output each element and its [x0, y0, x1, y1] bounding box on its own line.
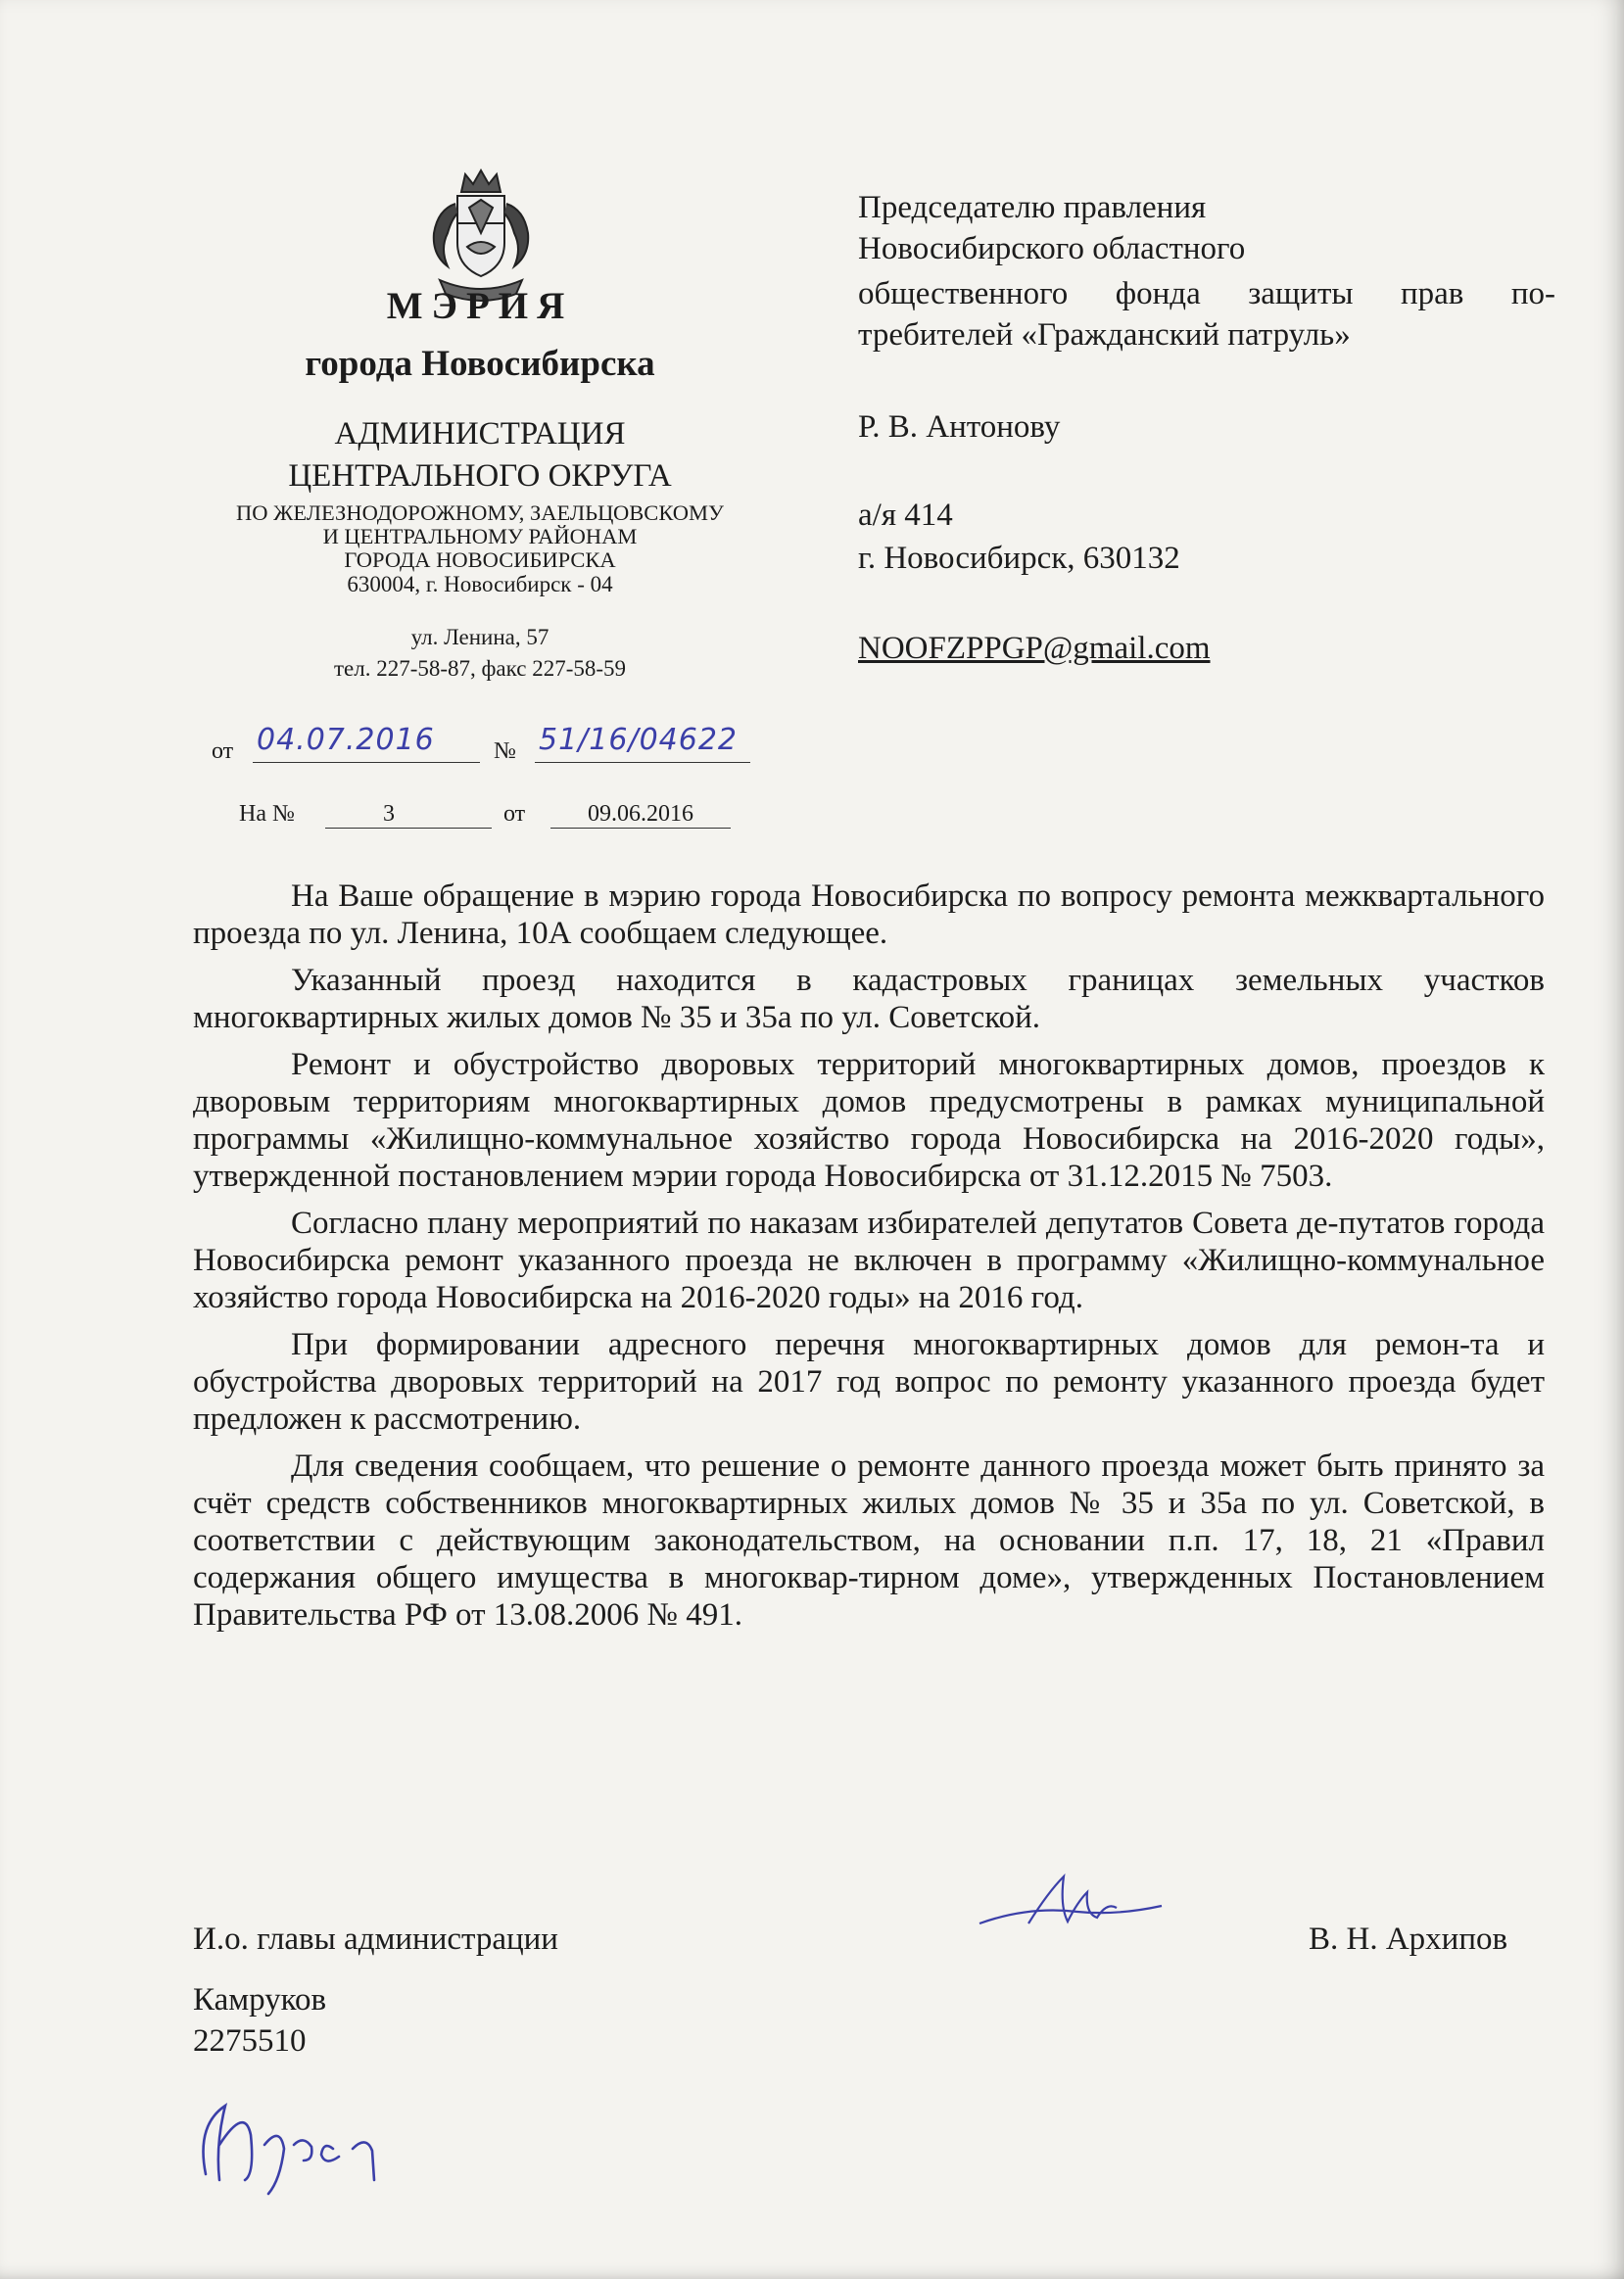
body-paragraph-4: Согласно плану мероприятий по наказам избирателей депутатов Совета де-путатов города Новосибирска ремонт указанного проезда не включен в программу «Жилищно-коммунальное хозяйство города Новосибирска на 2016-2020 годы» на 2016 год.: [193, 1206, 1545, 1315]
district-line-2: И ЦЕНТРАЛЬНОМУ РАЙОНАМ: [322, 524, 638, 548]
ref-number: 3: [325, 801, 492, 829]
body-paragraph-5: При формировании адресного перечня многоквартирных домов для ремон-та и обустройства дворовых территорий на 2017 год вопрос по ремонту указанного проезда будет предложен к рассмотрению.: [193, 1327, 1545, 1437]
number-underline: [535, 762, 750, 763]
district-line-3: ГОРОДА НОВОСИБИРСКА: [344, 547, 616, 572]
body-paragraph-3: Ремонт и обустройство дворовых территорий многоквартирных домов, проездов к дворовым территориям многоквартирных домов предусмотрены в рамках муниципальной программы «Жилищно-коммунальное хозяйство города Новосибирска на 2016-2020 годы», утвержденной постановлением мэрии города Новосибирска от 31.12.2015 № 7503.: [193, 1047, 1545, 1194]
addressee-name: Р. В. Антонову: [858, 409, 1061, 445]
body-paragraph-1: На Ваше обращение в мэрию города Новосибирска по вопросу ремонта межквартального проезда по ул. Ленина, 10А сообщаем следующее.: [193, 878, 1545, 951]
from-label: от: [212, 738, 234, 764]
ref-date: 09.06.2016: [550, 801, 731, 829]
addressee-line-3: общественного фонда защиты прав по-: [858, 276, 1555, 311]
addressee-city: г. Новосибирск, 630132: [858, 541, 1180, 576]
executor-phone: 2275510: [193, 2023, 307, 2059]
ref-label: На №: [239, 801, 295, 827]
body-paragraph-2: Указанный проезд находится в кадастровых границах земельных участков многоквартирных жилых домов № 35 и 35а по ул. Советской.: [193, 963, 1545, 1035]
signature-icon: [970, 1863, 1185, 1951]
number-label: №: [494, 738, 516, 764]
addressee-email: NOOFZPPGP@gmail.com: [858, 631, 1211, 666]
admin-title: АДМИНИСТРАЦИЯ: [334, 416, 626, 451]
executor-name: Камруков: [193, 1982, 327, 2018]
addressee-line-2: Новосибирского областного: [858, 231, 1246, 266]
signer-position: И.о. главы администрации: [193, 1922, 558, 1957]
addressee-box: а/я 414: [858, 498, 953, 533]
org-title: МЭРИЯ: [386, 285, 574, 327]
letter-body: [193, 878, 1545, 1634]
handwritten-number: 51/16/04622: [539, 723, 738, 757]
handwritten-date: 04.07.2016: [257, 723, 435, 757]
address-line-2: ул. Ленина, 57: [410, 625, 549, 649]
address-line-1: 630004, г. Новосибирск - 04: [347, 572, 613, 596]
phone-line: тел. 227-58-87, факс 227-58-59: [333, 656, 627, 681]
addressee-line-1: Председателю правления: [858, 190, 1207, 225]
district-line-1: ПО ЖЕЛЕЗНОДОРОЖНОМУ, ЗАЕЛЬЦОВСКОМУ: [236, 500, 724, 525]
signer-name: В. Н. Архипов: [1309, 1922, 1508, 1957]
org-city: города Новосибирска: [305, 344, 655, 384]
body-paragraph-6: Для сведения сообщаем, что решение о ремонте данного проезда может быть принято за счёт средств собственников многоквартирных жилых домов № 35 и 35а по ул. Советской, в соответствии с действующим законодательством, на основании п.п. 17, 18, 21 «Правил содержания общего имущества в многоквар-тирном доме», утвержденных Постановлением Правительства РФ от 13.08.2006 № 491.: [193, 1448, 1545, 1633]
addressee-line-4: требителей «Гражданский патруль»: [858, 317, 1351, 353]
ref-from-label: от: [503, 801, 526, 827]
handwritten-initials-icon: [186, 2086, 421, 2204]
date-underline: [253, 762, 480, 763]
admin-district: ЦЕНТРАЛЬНОГО ОКРУГА: [288, 458, 672, 494]
